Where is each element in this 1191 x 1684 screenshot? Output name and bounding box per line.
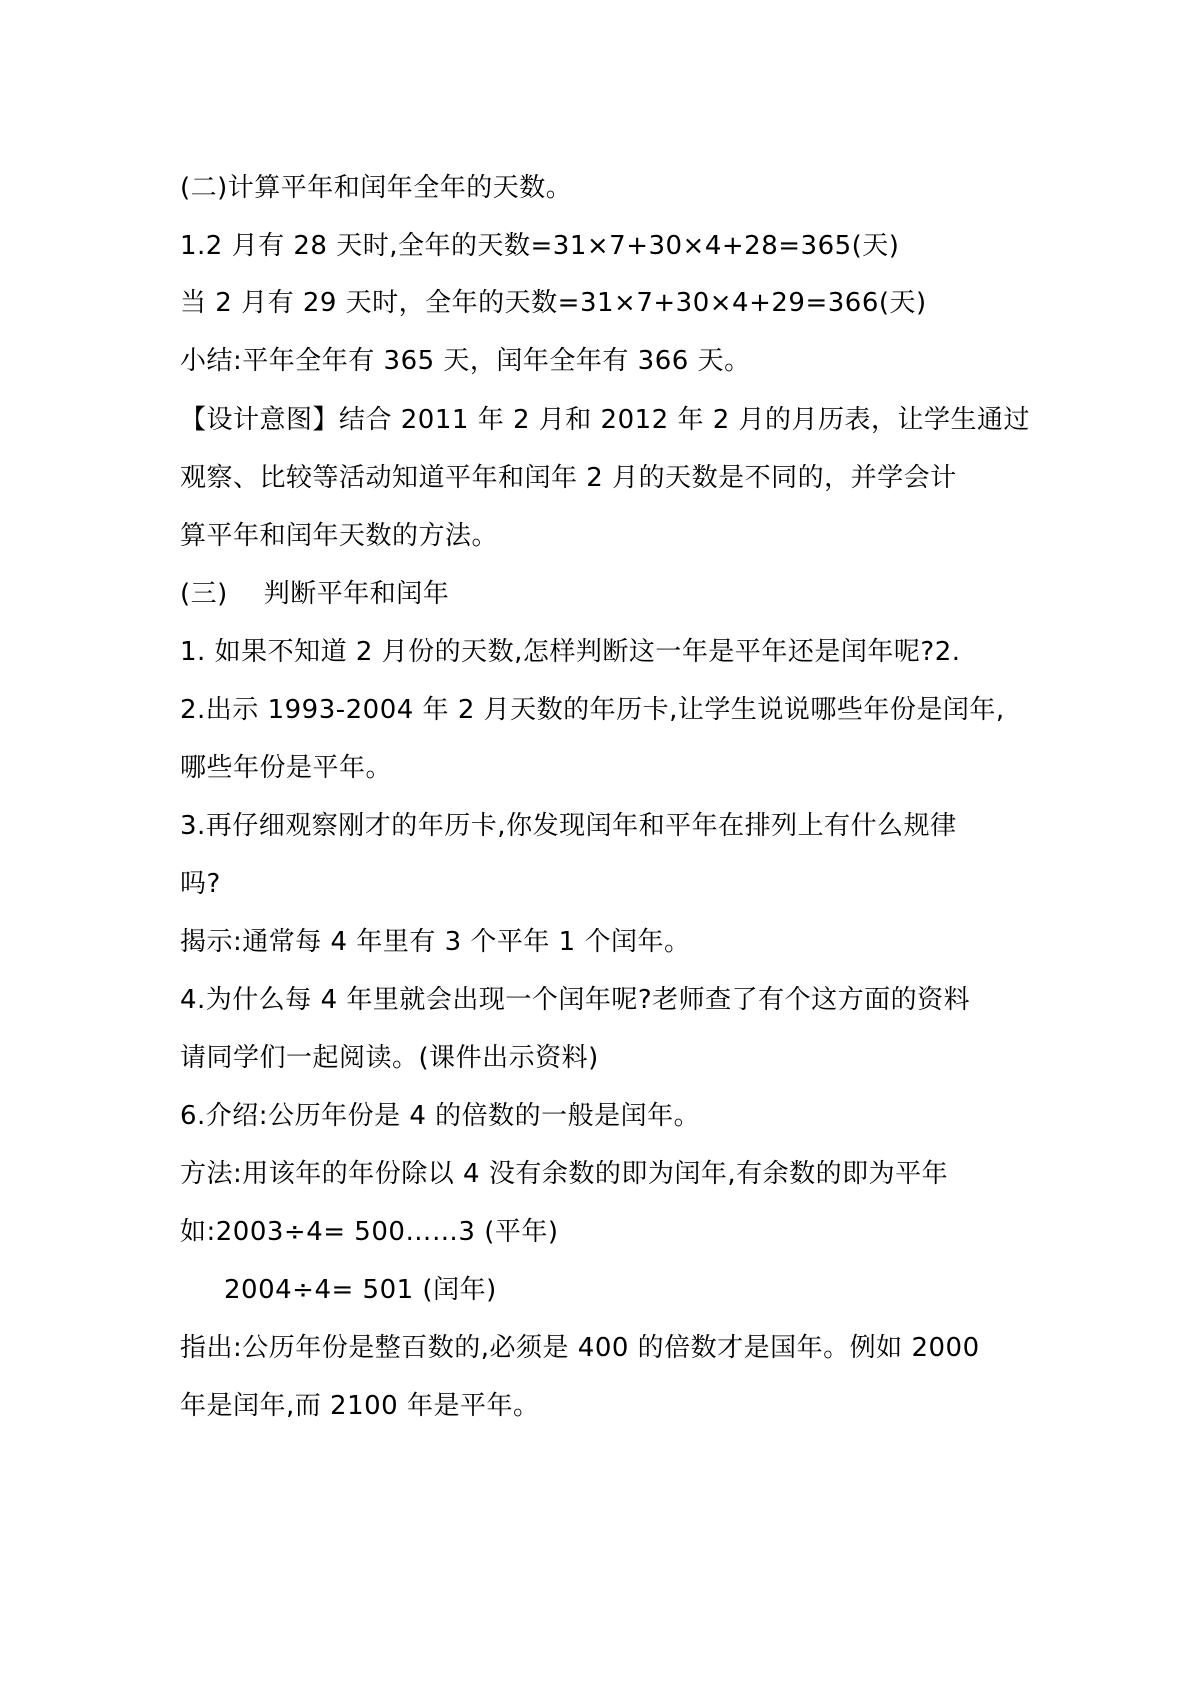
section-heading-judge: [180, 574, 449, 614]
text-line-question-3b: 吗?: [180, 869, 221, 899]
text-line-design-intent-3: 算平年和闰年天数的方法。: [180, 521, 499, 551]
text-line-summary: 小结:平年全年有 365 天，闰年全年有 366 天。: [180, 346, 751, 376]
text-line-question-4b: 请同学们一起阅读。(课件出示资料): [180, 1043, 599, 1073]
text-line-point-out-2: 年是闰年,而 2100 年是平年。: [180, 1391, 540, 1421]
section-title: 判断平年和闰年: [263, 579, 450, 609]
text-line-question-2a: 2.出示 1993-2004 年 2 月天数的年历卡,让学生说说哪些年份是闰年,: [180, 695, 1005, 725]
text-line-intro: 6.介绍:公历年份是 4 的倍数的一般是闰年。: [180, 1101, 701, 1131]
text-line-question-1: 1. 如果不知道 2 月份的天数,怎样判断这一年是平年还是闰年呢?2.: [180, 637, 961, 667]
text-line-reveal: 揭示:通常每 4 年里有 3 个平年 1 个闰年。: [180, 927, 691, 957]
text-line-question-2b: 哪些年份是平年。: [180, 753, 393, 783]
text-line-design-intent-2: 观察、比较等活动知道平年和闰年 2 月的天数是不同的，并学会计: [180, 463, 957, 493]
text-line-question-3a: 3.再仔细观察刚才的年历卡,你发现闰年和平年在排列上有什么规律: [180, 811, 957, 841]
text-line-point-out-1: 指出:公历年份是整百数的,必须是 400 的倍数才是国年。例如 2000: [180, 1333, 980, 1363]
text-line-example-2003: 如:2003÷4= 500……3 (平年): [180, 1217, 559, 1247]
text-line-feb-28: 1.2 月有 28 天时,全年的天数=31×7+30×4+28=365(天): [180, 231, 900, 261]
text-line-feb-29: 当 2 月有 29 天时，全年的天数=31×7+30×4+29=366(天): [180, 288, 927, 318]
section-number: (三): [180, 579, 228, 609]
section-heading-calc-days: (二)计算平年和闰年全年的天数。: [180, 173, 573, 203]
text-line-question-4a: 4.为什么每 4 年里就会出现一个闰年呢?老师查了有个这方面的资料: [180, 985, 971, 1015]
text-line-example-2004: 2004÷4= 501 (闰年): [224, 1275, 497, 1305]
text-line-method: 方法:用该年的年份除以 4 没有余数的即为闰年,有余数的即为平年: [180, 1159, 949, 1189]
text-line-design-intent-1: 【设计意图】结合 2011 年 2 月和 2012 年 2 月的月历表，让学生通过: [180, 405, 1031, 435]
